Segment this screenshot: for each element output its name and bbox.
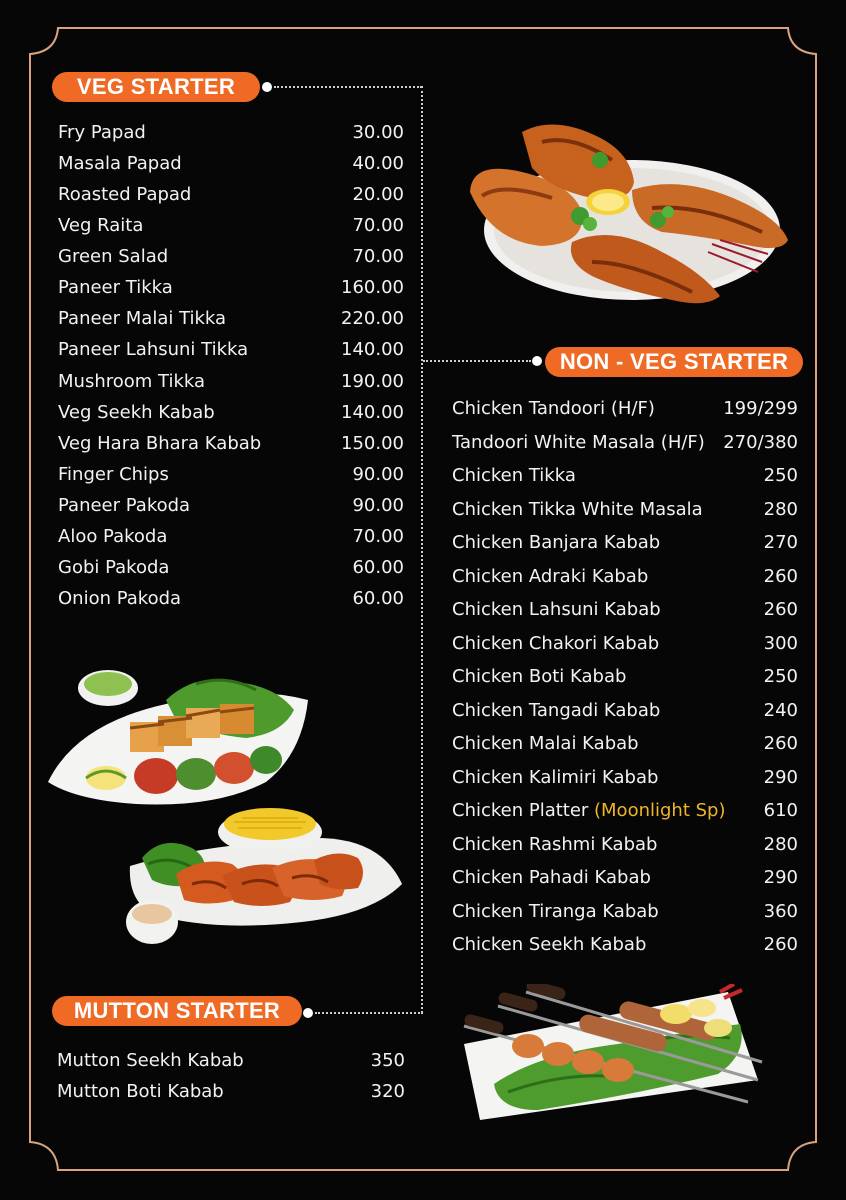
item-price: 70.00 — [352, 246, 404, 268]
nonveg-menu-item — [452, 630, 798, 658]
veg-menu-item — [58, 368, 404, 396]
item-price: 90.00 — [352, 494, 404, 516]
nonveg-menu-item — [452, 462, 798, 490]
item-price: 199/299 — [723, 398, 798, 419]
item-price: 360 — [763, 900, 798, 922]
item-name: Chicken Platter — [452, 800, 589, 821]
item-name: Chicken Tiranga Kabab — [452, 900, 659, 922]
photo-seekh-kabab-platter — [458, 984, 764, 1124]
photo-tandoori-chicken — [462, 112, 798, 318]
item-price: 270 — [763, 532, 798, 553]
item-price: 290 — [763, 766, 798, 788]
item-price: 20.00 — [352, 184, 404, 206]
item-price: 300 — [763, 632, 798, 654]
item-name: Chicken Chakori Kabab — [452, 632, 660, 654]
item-price: 350 — [370, 1050, 405, 1071]
item-price: 220.00 — [341, 308, 404, 330]
nonveg-menu-item — [452, 395, 798, 423]
item-name: Chicken Tikka — [452, 465, 576, 486]
nonveg-menu-item — [452, 429, 798, 457]
item-price: 240 — [763, 699, 798, 721]
item-price: 260 — [763, 565, 798, 587]
item-price: 280 — [763, 498, 798, 520]
item-price: 250 — [763, 465, 798, 486]
item-price: 70.00 — [352, 525, 404, 547]
item-name: Chicken Boti Kabab — [452, 666, 627, 687]
item-price: 250 — [763, 666, 798, 687]
item-name: Gobi Pakoda — [58, 556, 170, 578]
item-price: 260 — [763, 733, 798, 754]
item-name: Onion Pakoda — [58, 588, 182, 610]
nonveg-starter-title: NON - VEG STARTER — [545, 347, 803, 377]
item-name: Paneer Tikka — [58, 277, 173, 299]
mutton-title-dot — [303, 1008, 313, 1018]
item-name: Finger Chips — [58, 463, 169, 485]
nonveg-menu-item — [452, 831, 798, 859]
item-name: Fry Papad — [58, 122, 146, 143]
item-price: 70.00 — [352, 215, 404, 237]
item-price: 140.00 — [341, 339, 404, 361]
item-name: Chicken Tandoori (H/F) — [452, 398, 655, 419]
item-price: 60.00 — [352, 556, 404, 578]
item-price: 320 — [370, 1081, 405, 1102]
item-name: Chicken Banjara Kabab — [452, 532, 661, 553]
item-price: 140.00 — [341, 401, 404, 423]
veg-menu-item — [58, 181, 404, 209]
veg-menu-item — [58, 336, 404, 364]
veg-menu-item — [58, 150, 404, 178]
veg-menu-item — [58, 305, 404, 333]
nonveg-menu-item — [452, 697, 798, 725]
nonveg-menu-item — [452, 529, 798, 557]
item-name: Chicken Tangadi Kabab — [452, 699, 661, 721]
item-name: Chicken Kalimiri Kabab — [452, 766, 659, 788]
item-name: Paneer Malai Tikka — [58, 308, 227, 330]
veg-starter-title: VEG STARTER — [52, 72, 260, 102]
item-name: Mutton Seekh Kabab — [57, 1050, 244, 1071]
veg-menu-item — [58, 554, 404, 582]
item-name: Paneer Lahsuni Tikka — [58, 339, 249, 361]
item-price: 280 — [763, 833, 798, 855]
item-name: Chicken Lahsuni Kabab — [452, 599, 661, 620]
item-price: 160.00 — [341, 277, 404, 299]
item-name: Chicken Rashmi Kabab — [452, 833, 658, 855]
veg-menu-item — [58, 212, 404, 240]
item-price: 260 — [763, 599, 798, 620]
item-name: Masala Papad — [58, 153, 182, 175]
item-price: 150.00 — [341, 432, 404, 454]
item-price: 610 — [763, 800, 798, 821]
nonveg-menu-item — [452, 864, 798, 892]
item-name: Green Salad — [58, 246, 169, 268]
item-name: Chicken Adraki Kabab — [452, 565, 649, 587]
mutton-divider-h — [315, 1012, 423, 1014]
item-name: Paneer Pakoda — [58, 494, 191, 516]
nonveg-menu-item — [452, 730, 798, 758]
item-name: Veg Raita — [58, 215, 144, 237]
nonveg-menu-item — [452, 596, 798, 624]
photo-chicken-tikka-rice — [122, 804, 404, 954]
item-price: 30.00 — [352, 122, 404, 143]
item-price: 90.00 — [352, 463, 404, 485]
nonveg-menu-item — [452, 496, 798, 524]
nonveg-menu-item — [452, 663, 798, 691]
item-price: 40.00 — [352, 153, 404, 175]
item-price: 270/380 — [723, 431, 798, 453]
nonveg-title-dot — [532, 356, 542, 366]
veg-menu-item — [58, 119, 404, 147]
item-name: Chicken Pahadi Kabab — [452, 867, 651, 888]
item-name: Chicken Malai Kabab — [452, 733, 639, 754]
veg-menu-item — [58, 585, 404, 613]
item-name: Tandoori White Masala (H/F) — [452, 431, 705, 453]
nonveg-menu-item — [452, 931, 798, 959]
mutton-starter-title: MUTTON STARTER — [52, 996, 302, 1026]
veg-title-dot — [262, 82, 272, 92]
item-name: Chicken Seekh Kabab — [452, 934, 647, 955]
veg-menu-item — [58, 492, 404, 520]
photo-paneer-tikka — [46, 664, 310, 814]
nonveg-menu-item — [452, 563, 798, 591]
column-divider — [421, 86, 423, 1013]
item-name: Chicken Tikka White Masala — [452, 498, 703, 520]
nonveg-menu-item — [452, 898, 798, 926]
veg-menu-item — [58, 399, 404, 427]
veg-divider-h — [274, 86, 422, 88]
item-name: Roasted Papad — [58, 184, 192, 206]
item-price: 60.00 — [352, 588, 404, 610]
item-price: 290 — [763, 867, 798, 888]
nonveg-divider-h — [423, 360, 531, 362]
item-price: 190.00 — [341, 370, 404, 392]
veg-menu-item — [58, 243, 404, 271]
mutton-menu-item — [57, 1078, 405, 1106]
item-special-note: (Moonlight Sp) — [594, 800, 726, 821]
veg-menu-item — [58, 523, 404, 551]
item-name: Veg Hara Bhara Kabab — [58, 432, 262, 454]
veg-menu-item — [58, 430, 404, 458]
veg-menu-item — [58, 461, 404, 489]
mutton-menu-item — [57, 1047, 405, 1075]
item-name: Mushroom Tikka — [58, 370, 206, 392]
item-name: Veg Seekh Kabab — [58, 401, 215, 423]
item-name: Aloo Pakoda — [58, 525, 168, 547]
nonveg-menu-item — [452, 797, 798, 825]
item-price: 260 — [763, 934, 798, 955]
veg-menu-item — [58, 274, 404, 302]
item-name: Mutton Boti Kabab — [57, 1081, 224, 1102]
nonveg-menu-item — [452, 764, 798, 792]
